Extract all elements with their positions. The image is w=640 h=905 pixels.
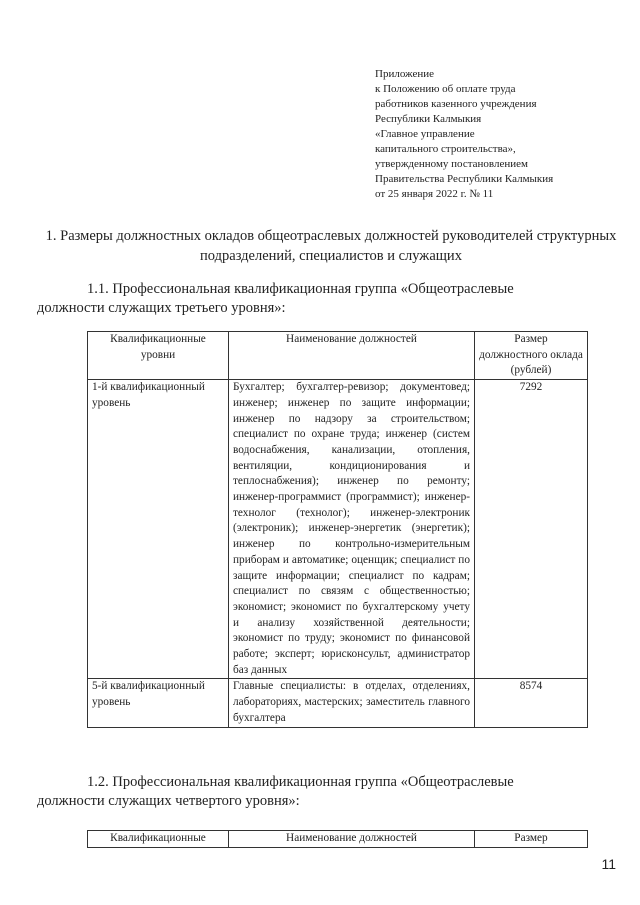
row-level: 5-й квалификационный уровень bbox=[88, 679, 229, 727]
row-salary: 8574 bbox=[475, 679, 588, 727]
header-positions: Наименование должностей bbox=[229, 332, 475, 380]
subsection-1-1-title-start: 1.1. Профессиональная квалификационная группа «Общеотраслевые bbox=[87, 281, 514, 297]
row-level: 1-й квалификационный уровень bbox=[88, 380, 229, 679]
header-salary: Размер должностного оклада (рублей) bbox=[475, 332, 588, 380]
table-header-row bbox=[88, 332, 588, 380]
table-row bbox=[88, 679, 588, 727]
subsection-1-2-title-start: 1.2. Профессиональная квалификационная группа «Общеотраслевые bbox=[87, 774, 514, 790]
subsection-1-2-title bbox=[37, 773, 587, 811]
table-header-row bbox=[88, 831, 588, 848]
header-positions: Наименование должностей bbox=[229, 831, 475, 848]
salary-table-1 bbox=[87, 331, 588, 728]
row-salary: 7292 bbox=[475, 380, 588, 679]
salary-table-2 bbox=[87, 830, 588, 848]
table-row bbox=[88, 380, 588, 679]
subsection-1-1-title bbox=[37, 280, 587, 318]
page-number: 11 bbox=[601, 856, 616, 872]
annex-header: Приложение к Положению об оплате труда работников казенного учреждения Республики Калмыкия «Главное управление капитального строительства», утвержденному постановлением Правительства Республики Калмыкия от 25 января 2022 г. № 11 bbox=[375, 68, 554, 200]
header-salary: Размер bbox=[475, 831, 588, 848]
subsection-1-2-title-end: должности служащих четвертого уровня»: bbox=[37, 793, 300, 809]
subsection-1-1-title-end: должности служащих третьего уровня»: bbox=[37, 300, 286, 316]
header-levels: Квалификационные bbox=[88, 831, 229, 848]
header-levels: Квалификационные уровни bbox=[88, 332, 229, 380]
row-positions: Главные специалисты: в отделах, отделениях, лабораториях, мастерских; заместитель главного бухгалтера bbox=[229, 679, 475, 727]
row-positions: Бухгалтер; бухгалтер-ревизор; документовед; инженер; инженер по защите информации; инженер по надзору за строительством; специалист по охране труда; инженер (систем водоснабжения, канализации, отопления, вентиляции, кондиционирования и теплоснабжения); инженер по ремонту; инженер-программист (программист); инженер-технолог (технолог); инженер-электроник (электроник); инженер-энергетик (энергетик); инженер по контрольно-измерительным приборам и автоматике; оценщик; специалист по защите информации; специалист по кадрам; специалист по связям с общественностью; экономист; экономист по бухгалтерскому учету и анализу хозяйственной деятельности; экономист по труду; экономист по финансовой работе; эксперт; юрисконсульт, администратор баз данных bbox=[229, 380, 475, 679]
section-title: 1. Размеры должностных окладов общеотраслевых должностей руководителей структурных подразделений, специалистов и служащих bbox=[45, 228, 617, 264]
